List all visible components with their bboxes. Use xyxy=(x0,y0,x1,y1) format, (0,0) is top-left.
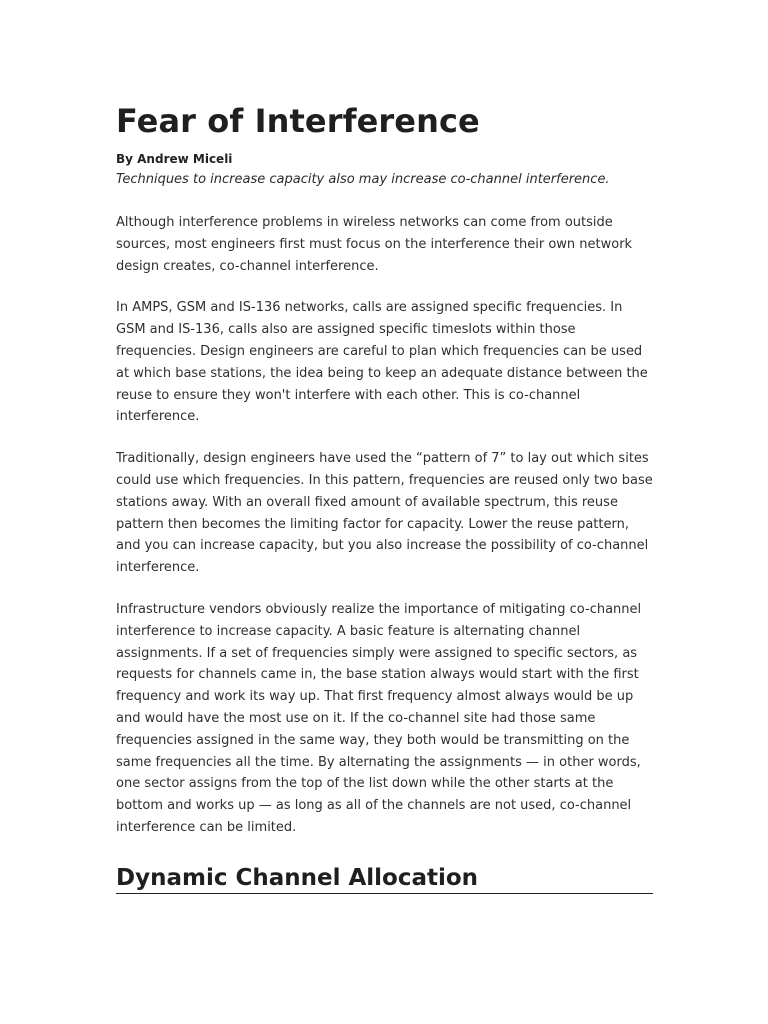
article-dek: Techniques to increase capacity also may increase co-channel interference. xyxy=(116,172,610,187)
article xyxy=(116,100,653,894)
article-paragraph-3: Traditionally, design engineers have used the “pattern of 7” to lay out which sites could use which frequencies. In this pattern, frequencies are reused only two base stations away. With an overall fixed amount of available spectrum, this reuse pattern then becomes the limiting factor for capacity. Lower the reuse pattern, and you can increase capacity, but you also increase the possibility of co-channel interference. xyxy=(116,451,653,576)
article-byline: By Andrew Miceli xyxy=(116,152,233,166)
article-paragraph-2: In AMPS, GSM and IS-136 networks, calls are assigned specific frequencies. In GSM and IS-136, calls also are assigned specific timeslots within those frequencies. Design engineers are careful to plan which frequencies can be used at which base stations, the idea being to keep an adequate distance between the reuse to ensure they won't interfere with each other. This is co-channel interference. xyxy=(116,300,648,425)
section-heading: Dynamic Channel Allocation xyxy=(116,863,653,894)
article-paragraph-1: Although interference problems in wireless networks can come from outside sources, most engineers first must focus on the interference their own network design creates, co-channel interference. xyxy=(116,215,633,274)
article-title: Fear of Interference xyxy=(116,102,480,140)
article-paragraph-4: Infrastructure vendors obviously realize the importance of mitigating co-channel interference to increase capacity. A basic feature is alternating channel assignments. If a set of frequencies simply were assigned to specific sectors, as requests for channels came in, the base station always would start with the first frequency and work its way up. That first frequency almost always would be up and would have the most use on it. If the co-channel site had those same frequencies assigned in the same way, they both would be transmitting on the same frequencies all the time. By alternating the assignments — in other words, one sector assigns from the top of the list down while the other starts at the bottom and works up — as long as all of the channels are not used, co-channel interference can be limited. xyxy=(116,601,642,835)
